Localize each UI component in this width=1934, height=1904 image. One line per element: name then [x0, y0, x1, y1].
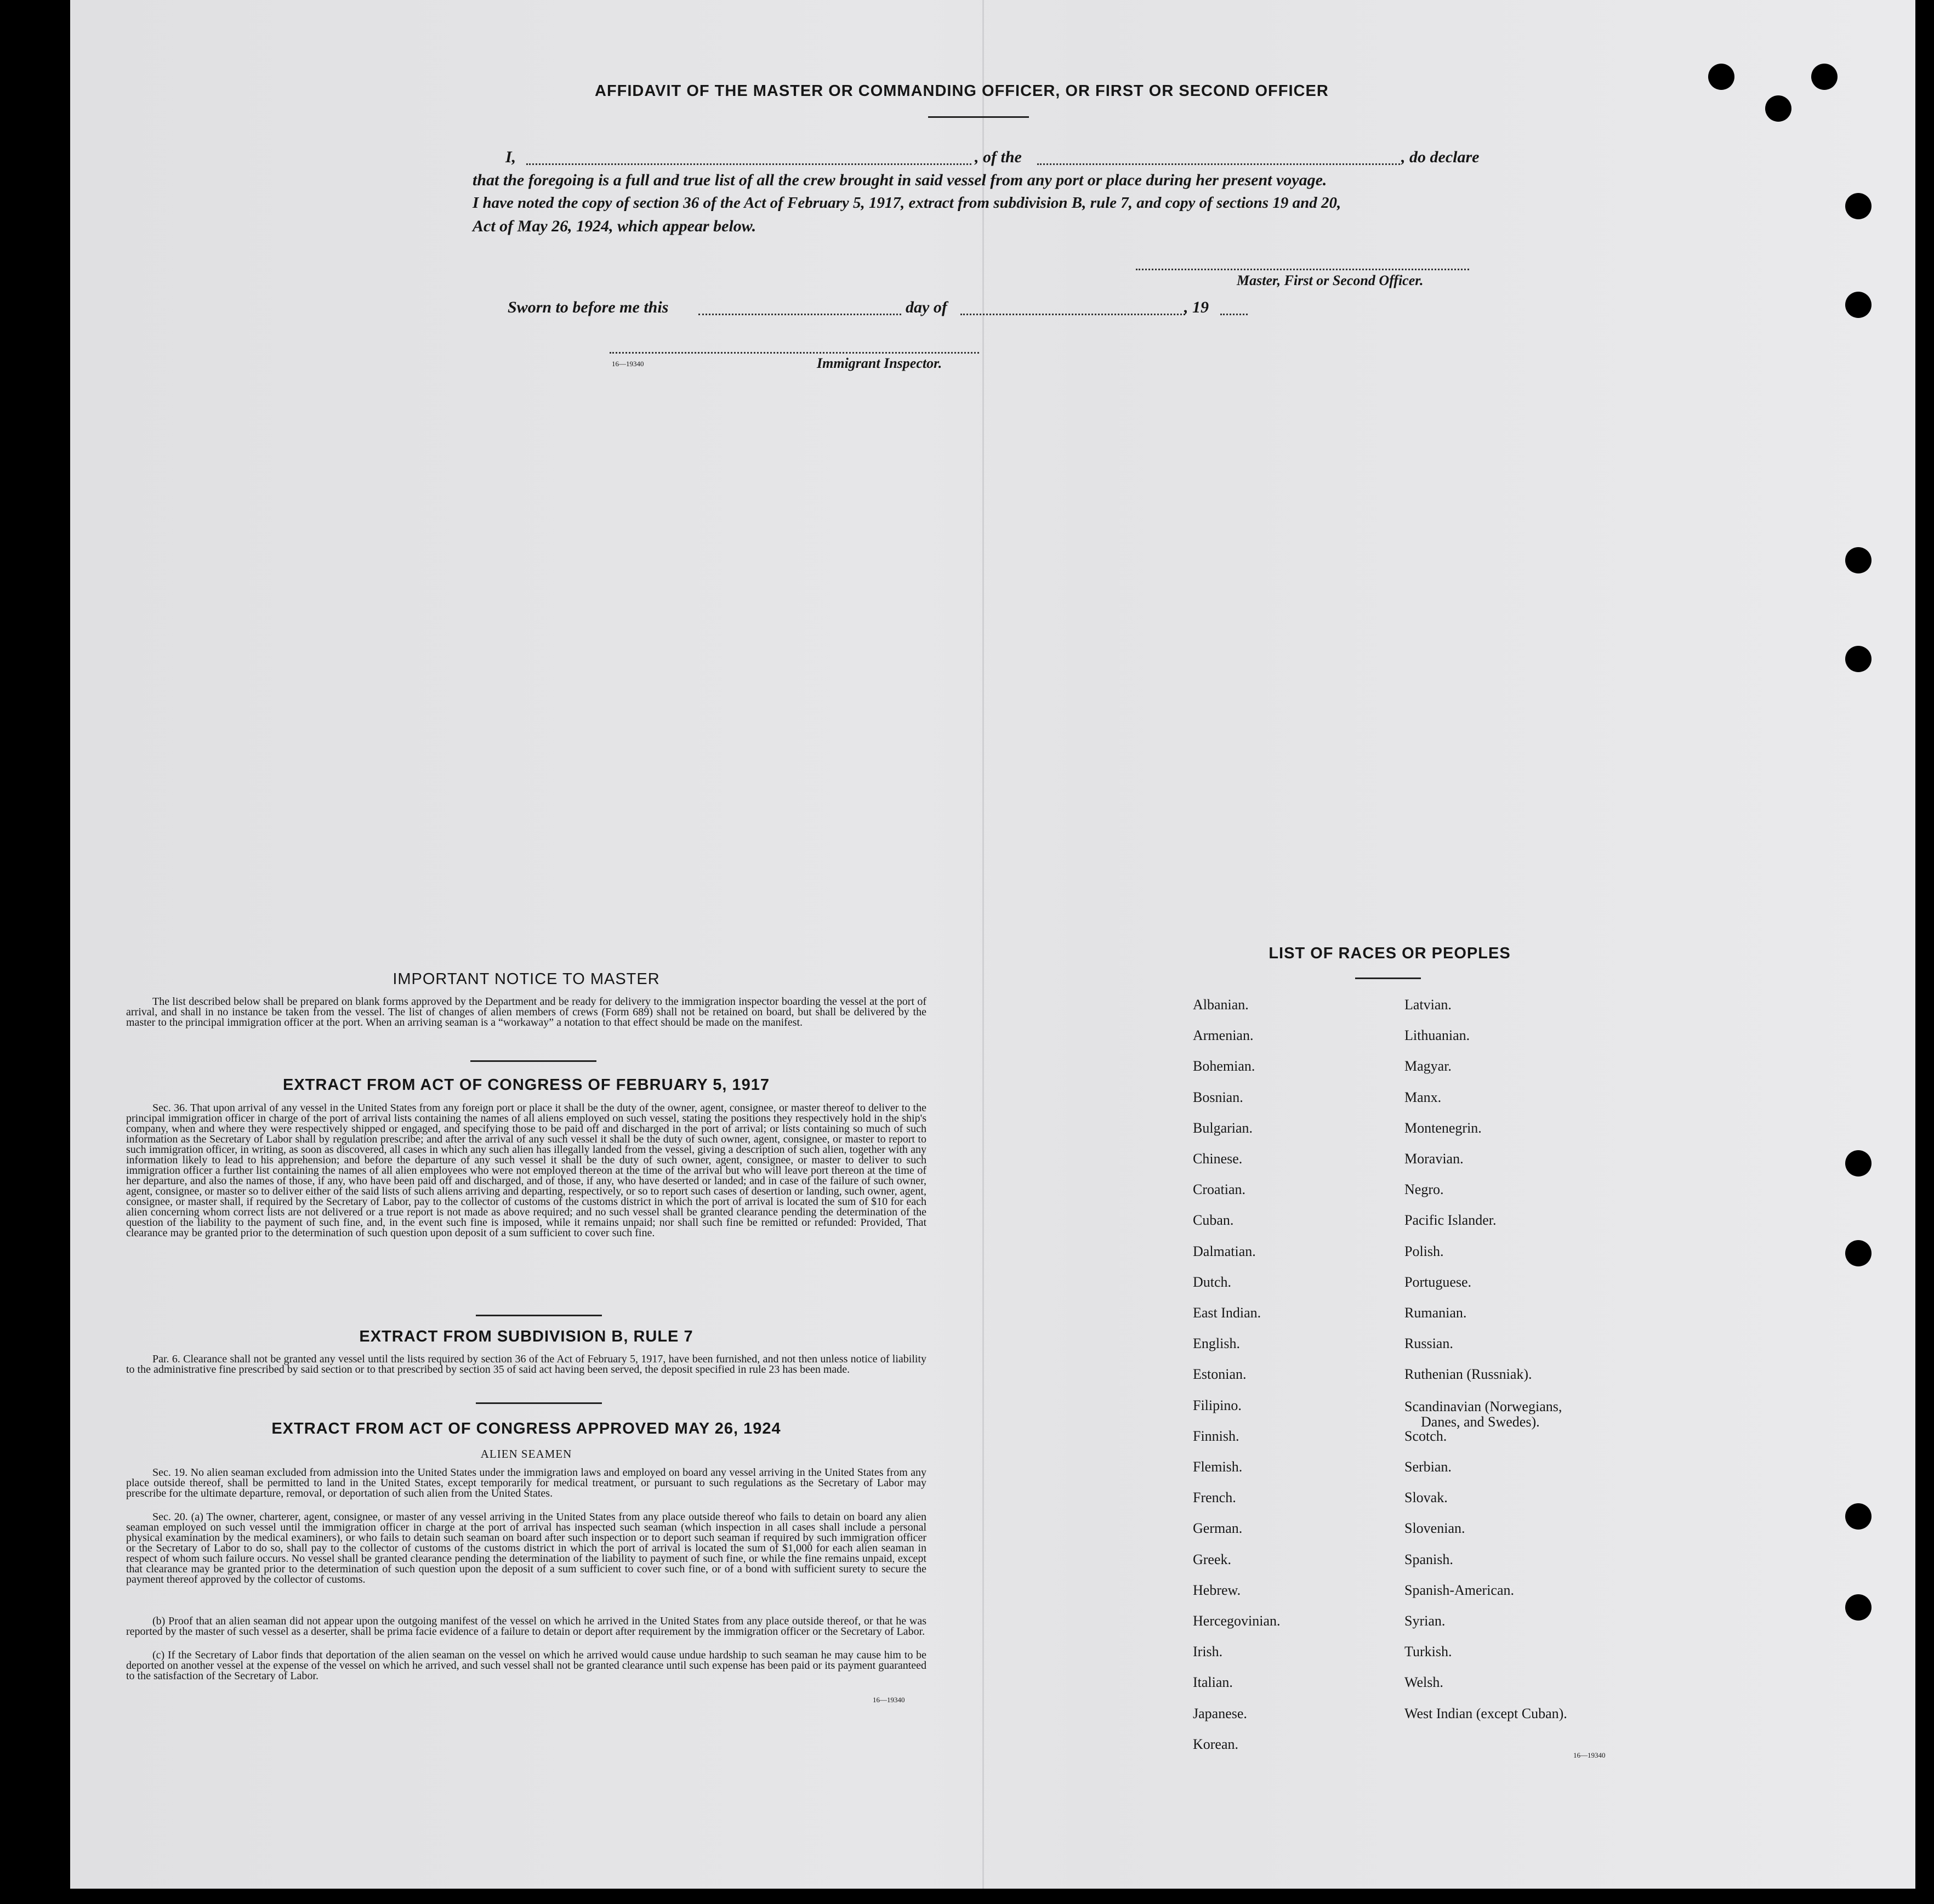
- race-item: Armenian.: [1193, 1027, 1254, 1043]
- race-item: Magyar.: [1404, 1058, 1452, 1074]
- race-item: English.: [1193, 1335, 1240, 1351]
- race-item: Pacific Islander.: [1404, 1212, 1497, 1228]
- divider: [476, 1402, 602, 1404]
- extract-rule7-title: EXTRACT FROM SUBDIVISION B, RULE 7: [359, 1328, 693, 1345]
- race-item: Dalmatian.: [1193, 1243, 1256, 1259]
- race-item: Negro.: [1404, 1181, 1444, 1197]
- race-item: Japanese.: [1193, 1706, 1247, 1721]
- race-item: Croatian.: [1193, 1181, 1246, 1197]
- affidavit-i: I,: [505, 148, 516, 166]
- race-item: Hebrew.: [1193, 1582, 1241, 1598]
- alien-seamen-heading: ALIEN SEAMEN: [480, 1447, 572, 1460]
- inspector-label: Immigrant Inspector.: [817, 355, 942, 371]
- race-item: Rumanian.: [1404, 1305, 1467, 1321]
- notice-title: IMPORTANT NOTICE TO MASTER: [393, 970, 660, 988]
- punch-hole: [1845, 646, 1872, 672]
- race-item: Albanian.: [1193, 997, 1249, 1013]
- race-item: Bulgarian.: [1193, 1120, 1253, 1136]
- signature-line[interactable]: [1136, 269, 1469, 270]
- form-code: 16—19340: [1573, 1751, 1606, 1759]
- race-item: Italian.: [1193, 1674, 1233, 1690]
- affidavit-line4: Act of May 26, 1924, which appear below.: [473, 217, 756, 235]
- race-item: Ruthenian (Russniak).: [1404, 1366, 1532, 1382]
- punch-hole: [1845, 547, 1872, 573]
- race-item: Manx.: [1404, 1089, 1442, 1105]
- sworn-day-blank[interactable]: [698, 314, 901, 315]
- race-item: Chinese.: [1193, 1151, 1243, 1167]
- race-item: Serbian.: [1404, 1459, 1452, 1475]
- race-item: Polish.: [1404, 1243, 1444, 1259]
- race-item: Bosnian.: [1193, 1089, 1243, 1105]
- affidavit-declare: , do declare: [1401, 148, 1480, 166]
- race-item: Montenegrin.: [1404, 1120, 1482, 1136]
- affidavit-title: AFFIDAVIT OF THE MASTER OR COMMANDING OFFICER, OR FIRST OR SECOND OFFICER: [595, 82, 1329, 100]
- notice-text: The list described below shall be prepared on blank forms approved by the Department and be ready for delivery to the immigration inspector boarding the vessel at the port of arrival, and shall in no instance be taken from the vessel. The list of changes of alien members of crews (Form 689) shall not be retained on board, but shall be delivered by the master to the principal immigration officer at the port. When an arriving seaman is a “workaway” a notation to that effect should be made on the manifest.: [126, 996, 926, 1028]
- extract-1917-text: Sec. 36. That upon arrival of any vessel in the United States from any foreign port or place it shall be the duty of the owner, agent, consignee, or master thereof to deliver to the principal immigration officer in charge of the port of arrival lists containing the names of all aliens employed on such vessel, stating the positions they respectively hold in the ship's company, when and where they were respectively shipped or engaged, and specifying those to be paid off and discharged in the port of arrival; or lists containing so much of such information as the Secretary of Labor shall by regulation prescribe; and after the arrival of any such vessel it shall be the duty of such owner, agent, consignee, or master to report to such immigration officer, in writing, as soon as discovered, all cases in which any such alien has illegally landed from the vessel, giving a description of such alien, together with any information likely to lead to his apprehension; and before the departure of any such vessel it shall be the duty of such owner, agent, consignee, or master to deliver to such immigration officer a further list containing the names of all alien employees who were not employed thereon at the time of the arrival but who will leave port thereon at the time of her departure, and also the names of those, if any, who have been paid off and discharged, and of those, if any, who have deserted or landed; and in case of the failure of such owner, agent, consignee, or master so to deliver either of the said lists of such aliens arriving and departing, respectively, or so to report such cases of desertion or landing, such owner, agent, consignee, or master shall, if required by the Secretary of Labor, pay to the collector of customs of the customs district in which the port of arrival is located the sum of $10 for each alien concerning whom correct lists are not delivered or a true report is not made as above required; and no such vessel shall be granted clearance pending the determination of the question of the liability to the payment of such fine, and, in the event such fine is imposed, while it remains unpaid; nor shall such fine be remitted or refunded: Provided, That clearance may be granted prior to the determination of such question upon deposit of a sum sufficient to cover such fine.: [126, 1102, 926, 1239]
- name-blank[interactable]: [526, 163, 971, 165]
- punch-hole: [1845, 1150, 1872, 1176]
- race-item: Scotch.: [1404, 1428, 1447, 1444]
- race-item: Estonian.: [1193, 1366, 1247, 1382]
- signature-label: Master, First or Second Officer.: [1237, 272, 1424, 288]
- race-item: Portuguese.: [1404, 1274, 1472, 1290]
- race-item: West Indian (except Cuban).: [1404, 1706, 1567, 1721]
- divider: [1355, 977, 1421, 979]
- year-text: , 19: [1184, 298, 1209, 316]
- vessel-blank[interactable]: [1037, 163, 1400, 165]
- race-item: Filipino.: [1193, 1397, 1242, 1413]
- affidavit-of-the: , of the: [975, 148, 1022, 166]
- day-of-text: day of: [906, 298, 947, 316]
- race-item: French.: [1193, 1490, 1236, 1505]
- punch-hole: [1708, 64, 1734, 90]
- punch-hole: [1845, 1503, 1872, 1530]
- race-item: Slovenian.: [1404, 1520, 1465, 1536]
- inspector-signature-line[interactable]: [610, 352, 979, 354]
- race-item: Bohemian.: [1193, 1058, 1255, 1074]
- race-item: Greek.: [1193, 1551, 1232, 1567]
- race-item: Spanish-American.: [1404, 1582, 1515, 1598]
- year-blank[interactable]: [1220, 314, 1248, 315]
- sworn-text: Sworn to before me this: [508, 298, 669, 316]
- race-item: Slovak.: [1404, 1490, 1448, 1505]
- race-item: East Indian.: [1193, 1305, 1261, 1321]
- race-item: Syrian.: [1404, 1613, 1446, 1629]
- race-item: Welsh.: [1404, 1674, 1443, 1690]
- race-item: Finnish.: [1193, 1428, 1239, 1444]
- divider: [470, 1060, 596, 1062]
- center-fold: [982, 0, 984, 1889]
- form-code: 16—19340: [612, 360, 644, 368]
- sec20b-text: (b) Proof that an alien seaman did not appear upon the outgoing manifest of the vessel on which he arrived in the United States from any place outside thereof, or that he was reported by the master of such vessel as a deserter, shall be prima facie evidence of a failure to detain or deport after requirement by the immigration officer or the Secretary of Labor.: [126, 1615, 926, 1638]
- races-title: LIST OF RACES OR PEOPLES: [1269, 945, 1511, 962]
- extract-1924-title: EXTRACT FROM ACT OF CONGRESS APPROVED MAY 26, 1924: [271, 1420, 781, 1437]
- affidavit-line3: I have noted the copy of section 36 of the Act of February 5, 1917, extract from subdivision B, rule 7, and copy of sections 19 and 20,: [473, 194, 1341, 212]
- race-item: Lithuanian.: [1404, 1027, 1470, 1043]
- race-item: Korean.: [1193, 1736, 1239, 1752]
- race-item: Latvian.: [1404, 997, 1452, 1013]
- race-item: Moravian.: [1404, 1151, 1464, 1167]
- race-item: Spanish.: [1404, 1551, 1453, 1567]
- punch-hole: [1845, 193, 1872, 219]
- divider: [928, 116, 1029, 118]
- punch-hole: [1845, 292, 1872, 318]
- race-item: Danes, and Swedes).: [1421, 1414, 1540, 1430]
- extract-rule7-text: Par. 6. Clearance shall not be granted any vessel until the lists required by section 36 of the Act of February 5, 1917, have been furnished, and not then unless notice of liability to the administrative fine prescribed by said section or to that prescribed by section 35 of said act having been served, the deposit specified in rule 23 has been made.: [126, 1353, 926, 1376]
- punch-hole: [1845, 1240, 1872, 1266]
- race-item: Flemish.: [1193, 1459, 1243, 1475]
- document-page: [70, 0, 1915, 1889]
- race-item: Irish.: [1193, 1644, 1223, 1659]
- sworn-month-blank[interactable]: [960, 314, 1185, 315]
- race-item: Dutch.: [1193, 1274, 1232, 1290]
- form-code: 16—19340: [873, 1696, 905, 1704]
- affidavit-line2: that the foregoing is a full and true list of all the crew brought in said vessel from any port or place during her present voyage.: [473, 171, 1327, 189]
- sec20c-text: (c) If the Secretary of Labor finds that deportation of the alien seaman on the vessel on which he arrived would cause undue hardship to such seaman he may cause him to be deported on another vessel at the expense of the vessel on which he arrived, and such vessel shall not be granted clearance until such expense has been paid or its payment guaranteed to the satisfaction of the Secretary of Labor.: [126, 1649, 926, 1682]
- divider: [476, 1315, 602, 1316]
- race-item: Russian.: [1404, 1335, 1453, 1351]
- sec19-text: Sec. 19. No alien seaman excluded from admission into the United States under the immigration laws and employed on board any vessel arriving in the United States from any place outside thereof, shall be permitted to land in the United States, except temporarily for medical treatment, or pursuant to such regulations as the Secretary of Labor may prescribe for the ultimate departure, removal, or deportation of such alien from the United States.: [126, 1467, 926, 1499]
- race-item: Scandinavian (Norwegians,: [1404, 1399, 1562, 1414]
- extract-1917-title: EXTRACT FROM ACT OF CONGRESS OF FEBRUARY 5, 1917: [282, 1076, 770, 1094]
- race-item: Hercegovinian.: [1193, 1613, 1281, 1629]
- punch-hole: [1845, 1594, 1872, 1621]
- punch-hole: [1811, 64, 1838, 90]
- race-item: German.: [1193, 1520, 1243, 1536]
- race-item: Turkish.: [1404, 1644, 1452, 1659]
- sec20a-text: Sec. 20. (a) The owner, charterer, agent, consignee, or master of any vessel arriving in the United States from any place outside thereof who fails to detain on board any alien seaman employed on such vessel until the immigration officer in charge at the port of arrival has inspected such seaman (which inspection in all cases shall include a personal physical examination by the medical examiners), or who fails to detain such seaman on board after such inspection or to deport such seaman if required by such immigration officer or the Secretary of Labor to do so, shall pay to the collector of customs of the customs district in which the port of arrival is located the sum of $1,000 for each alien seaman in respect of whom such failure occurs. No vessel shall be granted clearance pending the determination of the liability to payment of such fine, or while the fine remains unpaid, except that clearance may be granted prior to the determination of such question upon the deposit of a sum sufficient to cover such fine, or of a bond with sufficient surety to secure the payment thereof approved by the collector of customs.: [126, 1511, 926, 1585]
- race-item: Cuban.: [1193, 1212, 1234, 1228]
- punch-hole: [1765, 95, 1791, 122]
